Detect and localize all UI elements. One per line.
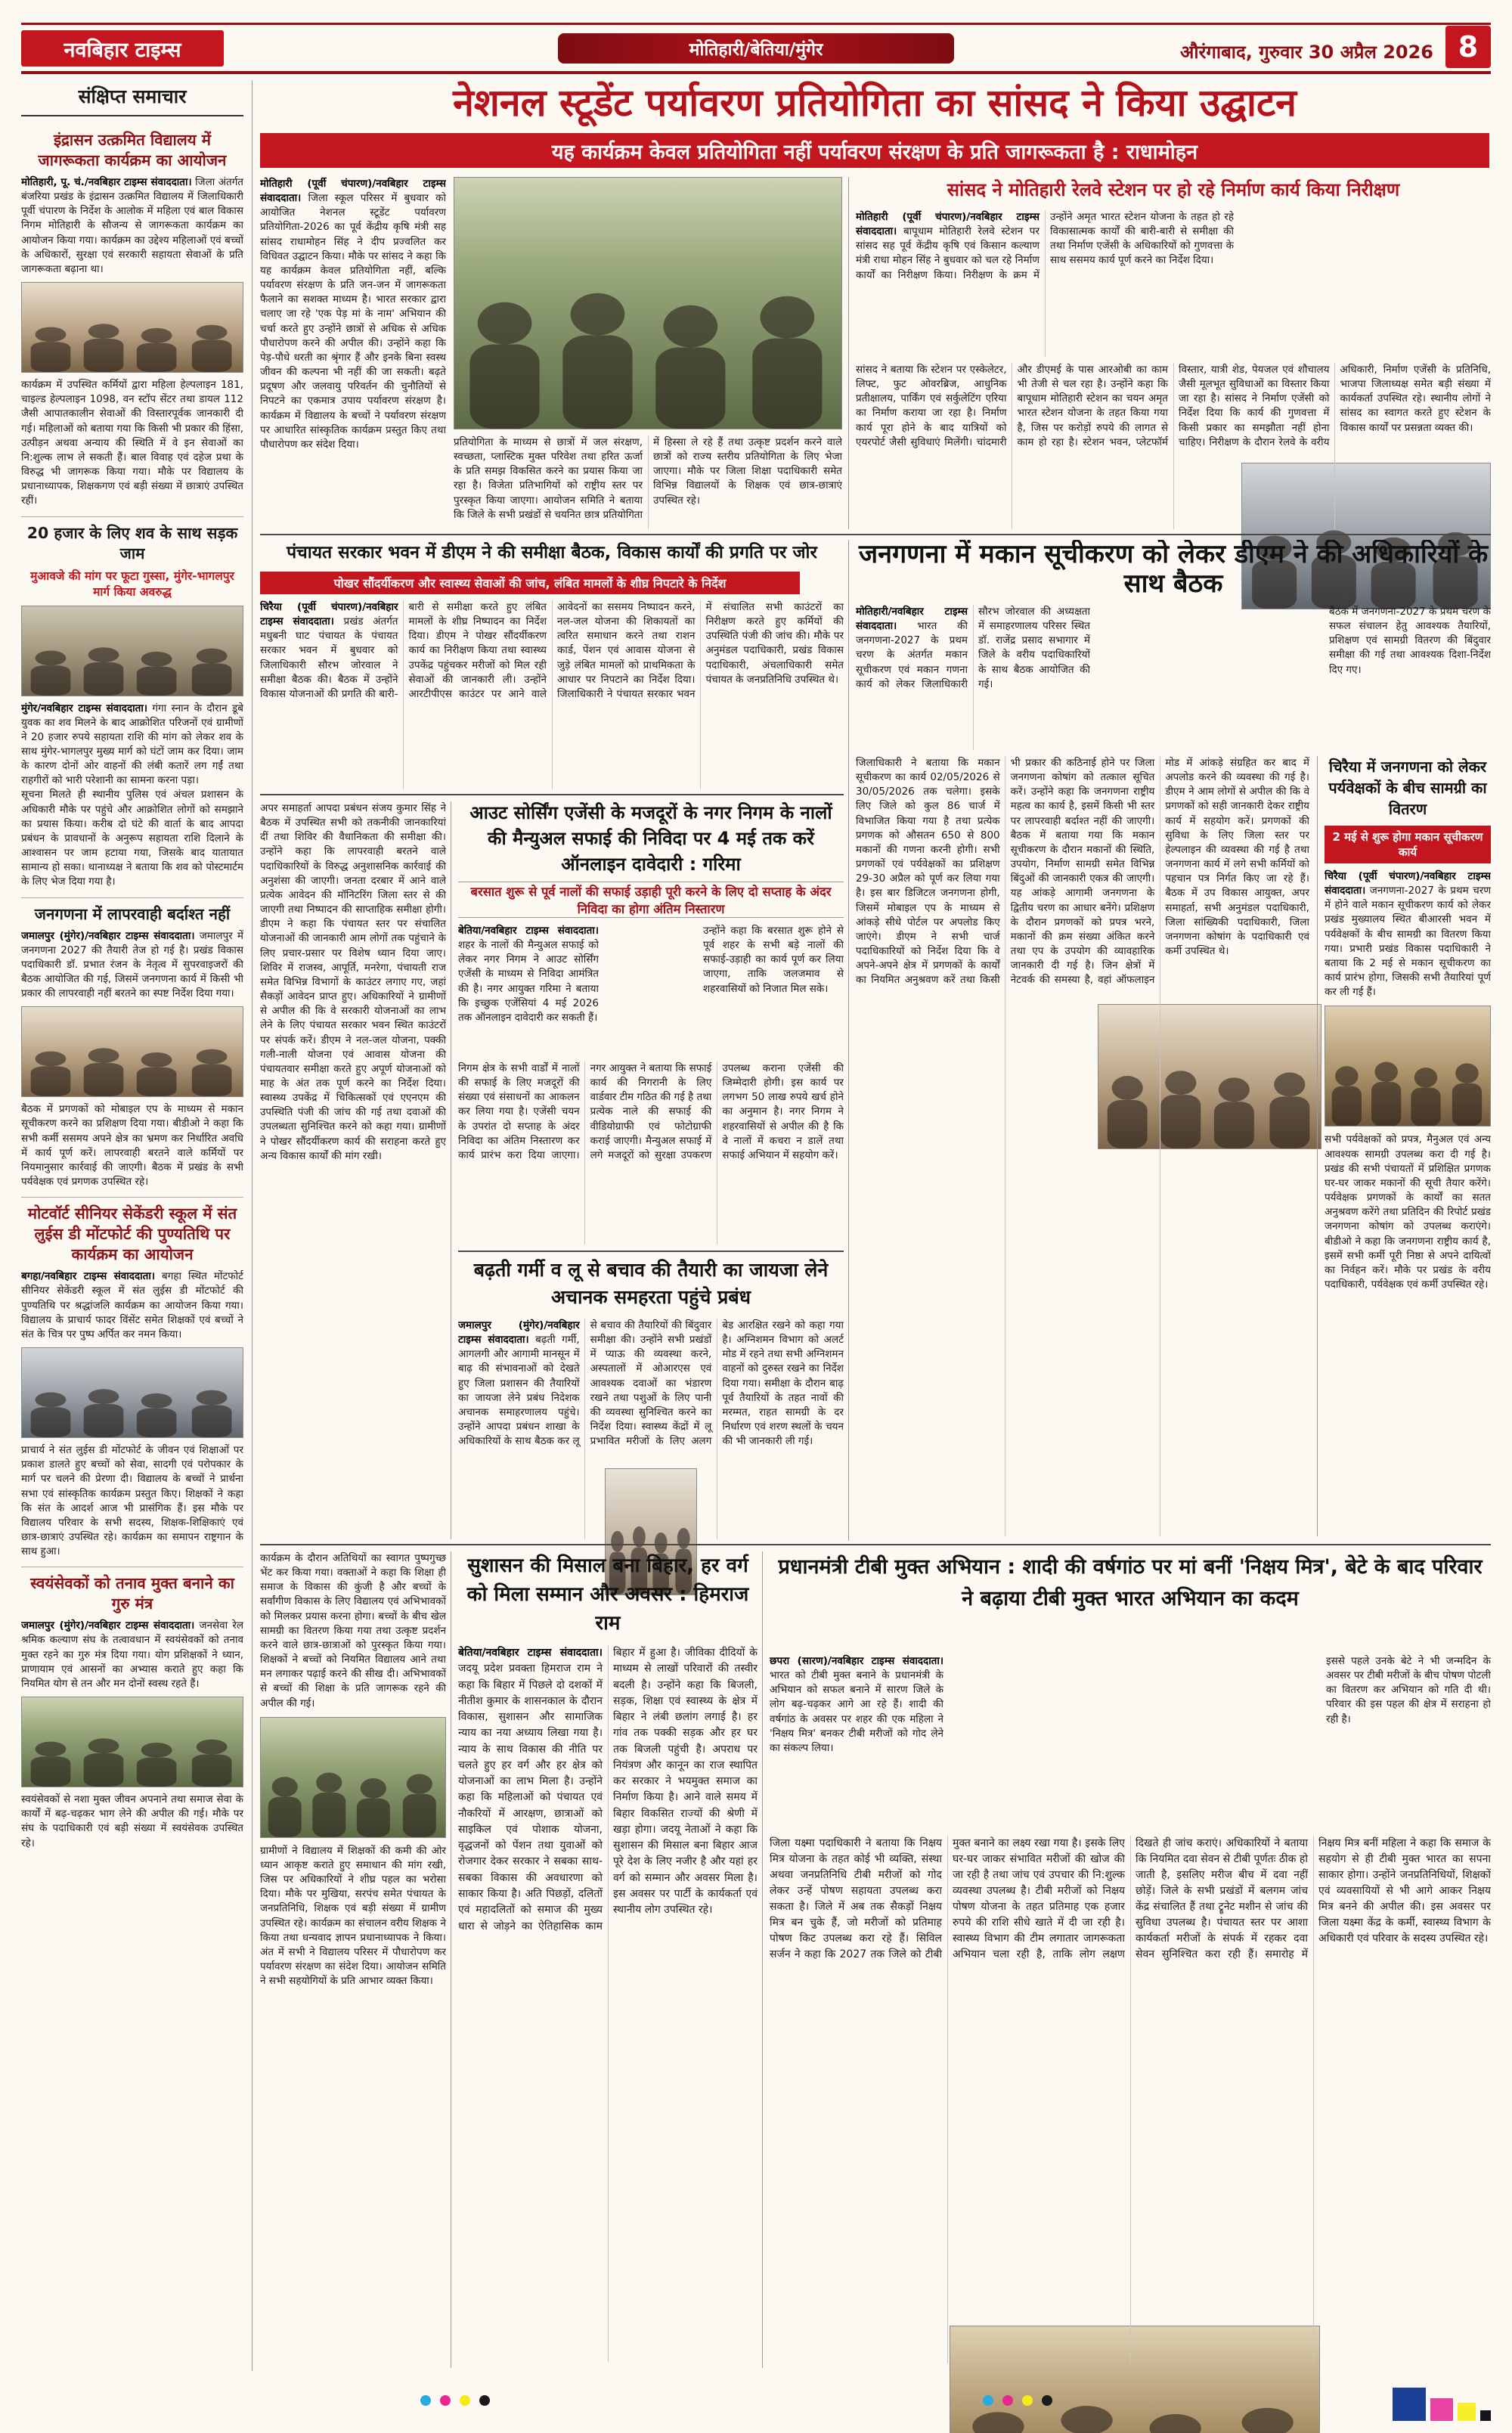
brief-awareness-photo (21, 282, 243, 373)
article-continuation-column: अपर समाहर्ता आपदा प्रबंधन संजय कुमार सिंह ने बैठक में उपस्थित सभी को तकनीकी जानकारियां दीं तथा शिविर की वैधानिकता की समीक्षा की। उन्होंने कहा कि लापरवाही बरतने वाले पदाधिकारियों के विरुद्ध अनुशासनिक कार्रवाई की अनुशंसा की जाएगी। जनता दरबार में आने वाले प्रत्येक आवेदन की मॉनिटरिंग जिला स्तर से की जाएगी तथा निष्पादन की साप्ताहिक समीक्षा होगी। डीएम ने कहा कि पंचायत स्तर पर संचालित योजनाओं की जानकारी आम लोगों तक पहुंचाने के लिए प्रचार-प्रसार पर विशेष ध्यान दिया जाए। शिविर में राजस्व, आपूर्ति, मनरेगा, पंचायती राज समेत विभिन्न विभागों के काउंटर लगाए गए, जहां सैकड़ों आवेदन प्राप्त हुए। अधिकारियों ने ग्रामीणों से अपील की कि वे सरकारी योजनाओं का लाभ लेने के लिए पंचायत सरकार भवन स्थित काउंटरों पर संपर्क करें। डीएम ने नल-जल योजना, पक्की गली-नाली योजना एवं आवास योजना की पंचायतवार समीक्षा करते हुए अपूर्ण योजनाओं को माह के अंत तक पूर्ण करने का निर्देश दिया। स्वास्थ्य उपकेंद्र में चिकित्सकों एवं एएनएम की उपस्थिति पंजी की जांच की गई तथा दवाओं की उपलब्धता सुनिश्चित करने को कहा गया। ग्रामीणों ने पोखर सौंदर्यीकरण कार्य की सराहना करते हुए अन्य विकास कार्यों की मांग रखी। (260, 802, 446, 1162)
panchayat-byline: चिरैया (पूर्वी चंपारण)/नवबिहार टाइम्स संवाददाता। (260, 601, 398, 628)
panchayat-kicker-bar (260, 572, 800, 594)
column-divider (848, 177, 849, 529)
brief-article-census (21, 898, 243, 1198)
blue-swatch (1393, 2388, 1426, 2421)
chirayya-article (1325, 756, 1491, 1538)
station-byline: मोतिहारी (पूर्वी चंपारण)/नवबिहार टाइम्स संवाददाता। (856, 211, 1040, 238)
heat-byline: जमालपुर (मुंगेर)/नवबिहार टाइम्स संवाददाता। (458, 1319, 580, 1347)
school-community-photo (260, 1717, 446, 1838)
lead-article-continued: प्रतियोगिता के माध्यम से छात्रों में जल संरक्षण, स्वच्छता, प्लास्टिक मुक्त परिवेश तथा हरित ऊर्जा के प्रति समझ विकसित करने का प्रयास किया जा रहा है। विजेता प्रतिभागियों को राष्ट्रीय स्तर पर पुरस्कृत किया जाएगा। आयोजन समिति ने बताया कि जिले के सभी प्रखंडों से चयनित छात्र प्रतियोगिता में हिस्सा ले रहे हैं तथा उत्कृष्ट प्रदर्शन करने वाले छात्रों को राज्य स्तरीय प्रतियोगिता के लिए भेजा जाएगा। मौके पर जिला शिक्षा पदाधिकारी समेत विभिन्न विद्यालयों के शिक्षक एवं छात्र-छात्राएं उपस्थित रहे। (454, 436, 842, 521)
brief-byline: मोतिहारी, पू. चं./नवबिहार टाइम्स संवाददाता। (21, 176, 192, 188)
outsourcing-byline: बेतिया/नवबिहार टाइम्स संवाददाता। (458, 925, 599, 937)
outsourcing-body: बेतिया/नवबिहार टाइम्स संवाददाता। शहर के नालों की मैन्युअल सफाई को लेकर नगर निगम ने आउट सोर्सिंग एजेंसी के माध्यम से निविदा आमंत्रित की है। नगर आयुक्त गरिमा ने बताया कि इच्छुक एजेंसियां 4 मई 2026 तक ऑनलाइन दावेदारी कर सकती हैं। (458, 925, 599, 1024)
panchayat-headline: पंचायत सरकार भवन में डीएम ने की समीक्षा बैठक, विकास कार्यों की प्रगति पर जोर (287, 543, 817, 563)
lead-article-text: मोतिहारी (पूर्वी चंपारण)/नवबिहार टाइम्स संवाददाता। जिला स्कूल परिसर में बुधवार को आयोजित नेशनल स्टूडेंट पर्यावरण प्रतियोगिता-2026 का पूर्व केंद्रीय कृषि मंत्री सह सांसद राधामोहन सिंह ने दीप प्रज्वलित कर विधिवत उद्घाटन किया। मौके पर सांसद ने कहा कि यह कार्यक्रम केवल प्रतियोगिता नहीं, बल्कि पर्यावरण संरक्षण के प्रति जन-जन में जागरूकता फैलाने का सशक्त माध्यम है। भारत सरकार द्वारा चलाए जा रहे 'एक पेड़ मां के नाम' अभियान की चर्चा करते हुए उन्होंने छात्रों से अधिक से अधिक पौधारोपण करने की अपील की। उन्होंने कहा कि पेड़-पौधे धरती का श्रृंगार हैं और इनके बिना स्वस्थ जीवन की कल्पना भी नहीं की जा सकती। बढ़ते प्रदूषण और जलवायु परिवर्तन की चुनौतियों से निपटने का एकमात्र उपाय पर्यावरण संरक्षण है। कार्यक्रम में विद्यालय के बच्चों ने पर्यावरण संरक्षण पर आधारित सांस्कृतिक कार्यक्रम प्रस्तुत किए तथा पौधारोपण कर संदेश दिया। (260, 178, 446, 451)
magenta-swatch (1430, 2398, 1453, 2421)
registration-marks-center (983, 2395, 1052, 2406)
lead-subhead-bar (260, 133, 1489, 168)
lead-event-photo (454, 177, 842, 429)
brief-body-continued: बैठक में प्रगणकों को मोबाइल एप के माध्यम से मकान सूचीकरण करने का प्रशिक्षण दिया गया। बीडीओ ने कहा कि सभी कर्मी ससमय अपने क्षेत्र का भ्रमण कर निर्धारित अवधि में कार्य पूर्ण करें। लापरवाही बरतने वाले कर्मियों पर नियमानुसार कार्रवाई की जाएगी। बैठक में प्रखंड के सभी पर्यवेक्षक एवं प्रगणक उपस्थित रहे। (21, 1103, 243, 1189)
column-divider (1317, 756, 1318, 1536)
outsourcing-kicker: बरसात शुरू से पूर्व नालों की सफाई उड़ाही पूरी करने के लिए दो सप्ताह के अंदर निविदा का होगा अंतिम निस्तारण (458, 882, 844, 918)
brief-headline: स्वयंसेवकों को तनाव मुक्त बनाने का गुरु मंत्र (30, 1574, 234, 1613)
chirayya-body: चिरैया (पूर्वी चंपारण)/नवबिहार टाइम्स संवाददाता। जनगणना-2027 के प्रथम चरण में होने वाले मकान सूचीकरण कार्य को लेकर प्रखंड मुख्यालय स्थित बीआरसी भवन में पर्यवेक्षकों के बीच सामग्री का वितरण किया गया। प्रभारी प्रखंड विकास पदाधिकारी ने बताया कि 2 मई से मकान सूचीकरण का कार्य प्रारंभ होगा, जिसकी सभी तैयारियां पूर्ण कर ली गई हैं। (1325, 870, 1491, 999)
brief-school-tribute-photo (21, 1347, 243, 1438)
heat-body: जमालपुर (मुंगेर)/नवबिहार टाइम्स संवाददाता। बढ़ती गर्मी, आगलगी और आगामी मानसून में बाढ़ की संभावनाओं को देखते हुए जिला प्रशासन की तैयारियों का जायजा लेने प्रबंध निदेशक अचानक समाहरणालय पहुंचे। उन्होंने आपदा प्रबंधन शाखा के अधिकारियों के साथ बैठक कर लू से बचाव की तैयारियों की बिंदुवार समीक्षा की। उन्होंने सभी प्रखंडों में प्याऊ की व्यवस्था करने, अस्पतालों में ओआरएस एवं आवश्यक दवाओं का भंडारण रखने तथा पशुओं के लिए पानी की व्यवस्था सुनिश्चित करने का निर्देश दिया। स्वास्थ्य केंद्रों में लू प्रभावित मरीजों के लिए अलग बेड आरक्षित रखने को कहा गया है। अग्निशमन विभाग को अलर्ट मोड में रहने तथा सभी अग्निशमन वाहनों को दुरुस्त रखने का निर्देश दिया गया। समीक्षा के दौरान बाढ़ पूर्व तैयारियों के तहत नावों की मरम्मत, राहत सामग्री के दर निर्धारण एवं शरण स्थलों के चयन की भी जानकारी ली गई। (458, 1319, 844, 1448)
section-rule (260, 1544, 1491, 1545)
brief-headline: मोटवॉर्ट सीनियर सेकेंडरी स्कूल में संत लुईस डी मोंटफोर्ट की पुण्यतिथि पर कार्यक्रम का आयोजन (27, 1204, 237, 1264)
census-byline: मोतिहारी/नवबिहार टाइम्स संवाददाता। (856, 606, 968, 633)
masthead-brand (21, 30, 224, 67)
tb-byline: छपरा (सारण)/नवबिहार टाइम्स संवाददाता। (770, 1655, 943, 1667)
tb-side-text: इससे पहले उनके बेटे ने भी जन्मदिन के अवसर पर टीबी मरीजों के बीच पोषण पोटली का वितरण कर अभियान को गति दी थी। परिवार की इस पहल की क्षेत्र में सराहना हो रही है। (1326, 1655, 1491, 1725)
chirayya-headline: चिरैया में जनगणना को लेकर पर्यवेक्षकों के बीच सामग्री का वितरण (1328, 758, 1487, 818)
brief-article-road-jam (21, 517, 243, 898)
outsourcing-side-text: उन्होंने कहा कि बरसात शुरू होने से पूर्व शहर के सभी बड़े नालों की सफाई-उड़ाही का कार्य पूर्ण कर लिया जाएगा, ताकि जलजमाव से शहरवासियों को निजात मिल सके। (703, 925, 844, 995)
yellow-dot (460, 2395, 470, 2406)
column-divider (848, 540, 849, 1541)
brief-headline: इंद्रासन उत्क्रमित विद्यालय में जागरूकता कार्यक्रम का आयोजन (38, 131, 227, 169)
section-rule (458, 1251, 844, 1252)
brief-volunteers-photo (21, 1697, 243, 1787)
yellow-swatch (1458, 2403, 1476, 2421)
sushasan-headline: सुशासन की मिसाल बना बिहार, हर वर्ग को मिला सम्मान और अवसर : हिमराज राम (466, 1554, 749, 1635)
brief-body-continued: कार्यक्रम में उपस्थित कर्मियों द्वारा महिला हेल्पलाइन 181, चाइल्ड हेल्पलाइन 1098, वन स्टॉप सेंटर तथा डायल 112 जैसी आपातकालीन सेवाओं की विस्तारपूर्वक जानकारी दी गई। महिलाओं को बताया गया कि किसी भी प्रकार की हिंसा, उत्पीड़न अथवा अन्याय की स्थिति में वे इन सेवाओं का नि:शुल्क लाभ ले सकती हैं। बाल विवाह एवं दहेज प्रथा के विरुद्ध भी जागरूक किया गया। मौके पर विद्यालय के प्रधानाध्यापक, शिक्षकगण एवं बड़ी संख्या में छात्राएं उपस्थित रहीं। (21, 379, 243, 507)
briefs-section-title: संक्षिप्त समाचार (21, 80, 243, 116)
cyan-dot (420, 2395, 431, 2406)
brief-byline: बगहा/नवबिहार टाइम्स संवाददाता। (21, 1270, 155, 1283)
briefs-column (21, 80, 243, 2373)
brief-headline: 20 हजार के लिए शव के साथ सड़क जाम (26, 523, 238, 563)
brief-byline: जमालपुर (मुंगेर)/नवबिहार टाइम्स संवाददाता। (21, 1619, 195, 1632)
brief-body: जमालपुर (मुंगेर)/नवबिहार टाइम्स संवाददाता। जनसेवा रेल श्रमिक कल्याण संघ के तत्वावधान में स्वयंसेवकों को तनाव मुक्त रहने का गुरु मंत्र दिया गया। योग प्रशिक्षकों ने ध्यान, प्राणायाम एवं आसनों का अभ्यास कराते हुए कहा कि नियमित योग से तन और मन दोनों स्वस्थ रहते हैं। (21, 1619, 243, 1690)
brief-body: बगहा/नवबिहार टाइम्स संवाददाता। बगहा स्थित मोंटफोर्ट सीनियर सेकेंडरी स्कूल में संत लुईस डी मोंटफोर्ट की पुण्यतिथि पर श्रद्धांजलि कार्यक्रम का आयोजन किया गया। विद्यालय के प्राचार्य फादर विंसेंट समेत शिक्षकों एवं बच्चों ने संत के चित्र पर पुष्प अर्पित कर नमन किया। (21, 1270, 243, 1340)
station-article-headline: सांसद ने मोतिहारी रेलवे स्टेशन पर हो रहे निर्माण कार्य किया निरीक्षण (947, 179, 1400, 200)
brief-body-continued: सूचना मिलते ही स्थानीय पुलिस एवं अंचल प्रशासन के अधिकारी मौके पर पहुंचे और आक्रोशित लोगों को समझाने का प्रयास किया। करीब दो घंटे की वार्ता के बाद आपदा प्रबंधन के प्रावधानों के अनुरूप सहायता राशि दिलाने के आश्वासन पर जाम हटाया गया, जिसके बाद यातायात सामान्य हो सका। थानाध्यक्ष ने बताया कि शव को पोस्टमार्टम के लिए भेज दिया गया है। (21, 789, 243, 888)
top-rule (21, 23, 1491, 25)
sushasan-body: बेतिया/नवबिहार टाइम्स संवाददाता। जदयू प्रदेश प्रवक्ता हिमराज राम ने कहा कि बिहार में पिछले दो दशकों में नीतीश कुमार के शासनकाल के दौरान विकास, सुशासन और सामाजिक न्याय का नया अध्याय लिखा गया है। न्याय के साथ विकास की नीति पर चलते हुए हर वर्ग और हर क्षेत्र को योजनाओं का लाभ मिला है। उन्होंने कहा कि महिलाओं को पंचायत एवं नौकरियों में आरक्षण, छात्राओं को साइकिल एवं पोशाक योजना, वृद्धजनों को पेंशन तथा युवाओं को रोजगार देकर सरकार ने सबका साथ-सबका विकास की अवधारणा को साकार किया है। अति पिछड़ों, दलितों एवं महादलितों को समाज की मुख्य धारा से जोड़ने का ऐतिहासिक काम बिहार में हुआ है। जीविका दीदियों के माध्यम से लाखों परिवारों की तस्वीर बदली है। उन्होंने कहा कि बिजली, सड़क, शिक्षा एवं स्वास्थ्य के क्षेत्र में बिहार ने लंबी छलांग लगाई है। हर गांव तक पक्की सड़क और हर घर तक बिजली पहुंची है। अपराध पर नियंत्रण और कानून का राज स्थापित कर सरकार ने भयमुक्त समाज का निर्माण किया है। आने वाले समय में बिहार विकसित राज्यों की श्रेणी में खड़ा होगा। जदयू नेताओं ने कहा कि सुशासन की मिसाल बना बिहार आज पूरे देश के लिए नजीर है और यहां हर वर्ग को सम्मान और अवसर मिला है। इस अवसर पर पार्टी के कार्यकर्ता एवं स्थानीय लोग उपस्थित रहे। (458, 1647, 758, 1932)
chirayya-distribution-photo (1325, 1006, 1491, 1127)
brief-article-awareness (21, 124, 243, 517)
page-number-badge: 8 (1445, 26, 1491, 68)
chirayya-continued: सभी पर्यवेक्षकों को प्रपत्र, मैनुअल एवं अन्य आवश्यक सामग्री उपलब्ध करा दी गई है। प्रखंड की सभी पंचायतों में प्रशिक्षित प्रगणक घर-घर जाकर मकानों की सूची तैयार करेंगे। पर्यवेक्षक प्रगणकों के कार्यों का सतत अनुश्रवण करेंगे तथा प्रतिदिन की रिपोर्ट प्रखंड जनगणना कोषांग को उपलब्ध कराएंगे। बीडीओ ने कहा कि जनगणना राष्ट्रीय कार्य है, इसमें सभी कर्मी पूरी निष्ठा से अपने दायित्वों का निर्वहन करें। मौके पर प्रखंड के वरीय पदाधिकारी, पर्यवेक्षक एवं कर्मी उपस्थित रहे। (1325, 1133, 1491, 1291)
masthead-dateline: औरंगाबाद, गुरुवार 30 अप्रैल 2026 (1180, 42, 1433, 63)
black-dot (1042, 2395, 1052, 2406)
brief-byline: मुंगेर/नवबिहार टाइम्स संवाददाता। (21, 702, 147, 714)
brand-text: नवबिहार टाइम्स (64, 38, 181, 62)
census-continued: जिलाधिकारी ने बताया कि मकान सूचीकरण का कार्य 02/05/2026 से 30/05/2026 तक चलेगा। इसके लिए जिले को कुल 86 चार्ज में विभाजित किया गया है तथा प्रत्येक प्रगणक को औसतन 650 से 800 मकानों की गणना करनी होगी। सभी प्रगणकों एवं पर्यवेक्षकों का प्रशिक्षण 29-30 अप्रैल को पूर्ण कर लिया गया है। इस बार डिजिटल जनगणना होगी, जिसमें मोबाइल एप के माध्यम से आंकड़े सीधे पोर्टल पर अपलोड किए जाएंगे। डीएम ने सभी चार्ज पदाधिकारियों को निर्देश दिया कि वे अपने-अपने क्षेत्र में प्रगणकों के कार्यों का नियमित अनुश्रवण करें तथा किसी भी प्रकार की कठिनाई होने पर जिला जनगणना कोषांग को तत्काल सूचित करें। उन्होंने कहा कि जनगणना राष्ट्रीय महत्व का कार्य है, इसमें किसी भी स्तर पर लापरवाही बर्दाश्त नहीं की जाएगी। बैठक में बताया गया कि मकान सूचीकरण के दौरान मकानों की स्थिति, उपयोग, निर्माण सामग्री समेत विभिन्न बिंदुओं की जानकारी एकत्र की जाएगी। यह आंकड़े आगामी जनगणना के द्वितीय चरण का आधार बनेंगे। प्रशिक्षण के दौरान प्रगणकों को प्रपत्र भरने, मकानों की क्रम संख्या अंकित करने तथा एप के उपयोग की व्यावहारिक जानकारी दी गई है। जिन क्षेत्रों में नेटवर्क की समस्या है, वहां ऑफलाइन मोड में आंकड़े संग्रहित कर बाद में अपलोड करने की व्यवस्था की गई है। डीएम ने आम लोगों से अपील की कि वे प्रगणकों को सही जानकारी देकर राष्ट्रीय कार्य में सहयोग करें। प्रगणकों की सुविधा के लिए जिला स्तर पर हेल्पलाइन की व्यवस्था की गई है तथा जनगणना कार्य में लगे सभी कर्मियों को पहचान पत्र निर्गत किए जा रहे हैं। बैठक में उप विकास आयुक्त, अपर समाहर्ता, सभी अनुमंडल पदाधिकारी, जिला सांख्यिकी पदाधिकारी, जिला जनगणना कोषांग के पदाधिकारी एवं कर्मी उपस्थित थे। (856, 757, 1309, 987)
census-headline: जनगणना में मकान सूचीकरण को लेकर डीएम ने की अधिकारियों के साथ बैठक (858, 540, 1489, 599)
column-divider (762, 1551, 763, 2368)
brief-headline: जनगणना में लापरवाही बर्दाश्त नहीं (34, 904, 231, 923)
brief-body-continued: प्राचार्य ने संत लुईस डी मोंटफोर्ट के जीवन एवं शिक्षाओं पर प्रकाश डालते हुए बच्चों को सेवा, सादगी एवं परोपकार के मार्ग पर चलने की प्रेरणा दी। विद्यालय के बच्चों ने प्रार्थना सभा एवं सांस्कृतिक कार्यक्रम प्रस्तुत किए। शिक्षकों ने कहा कि संत के आदर्श आज भी प्रासंगिक हैं। इस मौके पर विद्यालय परिवार के सभी सदस्य, शिक्षक-शिक्षिकाएं एवं छात्र-छात्राएं उपस्थित रहे। कार्यक्रम का समापन राष्ट्रगान के साथ हुआ। (21, 1444, 243, 1558)
magenta-dot (1002, 2395, 1013, 2406)
black-swatch (1480, 2410, 1491, 2421)
magenta-dot (440, 2395, 451, 2406)
brief-body: मोतिहारी, पू. चं./नवबिहार टाइम्स संवाददाता। जिला अंतर्गत बंजरिया प्रखंड के इंद्रासन उत्क्रमित विद्यालय में जिलाधिकारी पूर्वी चंपारण के निर्देश के आलोक में महिला एवं बाल विकास निगम मोतिहारी के सौजन्य से जागरूकता कार्यक्रम का आयोजन किया गया। कार्यक्रम का उद्देश्य महिलाओं एवं बच्चों के अधिकारों, सुरक्षा एवं सरकारी सहायता सेवाओं के प्रति जागरूकता बढ़ाना था। (21, 176, 243, 275)
registration-marks-left (420, 2395, 490, 2406)
brief-article-volunteers (21, 1567, 243, 1858)
tb-headline: प्रधानमंत्री टीबी मुक्त अभियान : शादी की वर्षगांठ पर मां बनीं 'निक्षय मित्र', बेटे के बाद परिवार ने बढ़ाया टीबी मुक्त भारत अभियान का कदम (778, 1555, 1483, 1610)
section-rule (260, 534, 1491, 535)
cyan-dot (983, 2395, 993, 2406)
outsourcing-continued: निगम क्षेत्र के सभी वार्डों में नालों की सफाई के लिए मजदूरों की संख्या एवं संसाधनों का आकलन कर लिया गया है। एजेंसी चयन के उपरांत दो सप्ताह के अंदर निविदा का अंतिम निस्तारण कर कार्य प्रारंभ करा दिया जाएगा। नगर आयुक्त ने बताया कि सफाई कार्य की निगरानी के लिए वार्डवार टीम गठित की गई है तथा प्रत्येक नाले की सफाई की वीडियोग्राफी एवं फोटोग्राफी कराई जाएगी। मैन्युअल सफाई में लगे मजदूरों को सुरक्षा उपकरण उपलब्ध कराना एजेंसी की जिम्मेदारी होगी। इस कार्य पर लगभग 50 लाख रुपये खर्च होने का अनुमान है। नगर निगम ने शहरवासियों से अपील की है कि वे नालों में कचरा न डालें तथा सफाई अभियान में सहयोग करें। (458, 1062, 844, 1161)
heat-headline: बढ़ती गर्मी व लू से बचाव की तैयारी का जायजा लेने अचानक समहरता पहुंचे प्रबंध (473, 1259, 829, 1308)
main-headline: नेशनल स्टूडेंट पर्यावरण प्रतियोगिता का सांसद ने किया उद्घाटन (453, 81, 1297, 125)
lead-subhead-text: यह कार्यक्रम केवल प्रतियोगिता नहीं पर्यावरण संरक्षण के प्रति जागरूकता है : राधामोहन (551, 140, 1198, 164)
station-article-continued: सांसद ने बताया कि स्टेशन पर एस्केलेटर, लिफ्ट, फुट ओवरब्रिज, आधुनिक प्रतीक्षालय, पार्किंग एवं सर्कुलेटिंग एरिया का निर्माण कराया जा रहा है। निर्माण कार्य पूरा होने के बाद यात्रियों को एयरपोर्ट जैसी सुविधाएं मिलेंगी। चांदमारी और डीएमई के पास आरओबी का काम भी तेजी से चल रहा है। उन्होंने कहा कि बापूधाम मोतिहारी स्टेशन का चयन अमृत भारत स्टेशन योजना के तहत किया गया है, जिस पर करोड़ों रुपये की लागत से काम हो रहा है। स्टेशन भवन, प्लेटफॉर्म विस्तार, यात्री शेड, पेयजल एवं शौचालय जैसी मूलभूत सुविधाओं का विस्तार किया जा रहा है। सांसद ने निर्माण एजेंसी को निर्देश दिया कि कार्य की गुणवत्ता में किसी प्रकार का समझौता नहीं होना चाहिए। निरीक्षण के दौरान रेलवे के वरीय अधिकारी, निर्माण एजेंसी के प्रतिनिधि, भाजपा जिलाध्यक्ष समेत बड़ी संख्या में कार्यकर्ता उपस्थित रहे। स्थानीय लोगों ने सांसद का स्वागत करते हुए स्टेशन के विकास कार्यों पर प्रसन्नता व्यक्त की। (856, 364, 1491, 448)
masthead-rule (21, 71, 1491, 74)
outsourcing-headline: आउट सोर्सिंग एजेंसी के मजदूरों के नगर निगम के नालों की मैन्युअल सफाई की निविदा पर 4 मई तक करें ऑनलाइन दावेदारी : गरिमा (469, 802, 832, 875)
section-rule (260, 794, 844, 795)
brief-byline: जमालपुर (मुंगेर)/नवबिहार टाइम्स संवाददाता। (21, 929, 195, 942)
brief-census-meeting-photo (21, 1006, 243, 1097)
brief-body-continued: स्वयंसेवकों से नशा मुक्त जीवन अपनाने तथा समाज सेवा के कार्यों में बढ़-चढ़कर भाग लेने की अपील की गई। मौके पर संघ के पदाधिकारी एवं बड़ी संख्या में स्वयंसेवक उपस्थित रहे। (21, 1793, 243, 1849)
chirayya-badge: 2 मई से शुरू होगा मकान सूचीकरण कार्य (1325, 826, 1491, 863)
census-side-text: बैठक में जनगणना-2027 के प्रथम चरण के सफल संचालन हेतु आवश्यक तैयारियों, प्रशिक्षण एवं सामग्री वितरण की बिंदुवार समीक्षा की गई तथा आवश्यक दिशा-निर्देश दिए गए। (1329, 606, 1491, 676)
community-column: कार्यक्रम के दौरान अतिथियों का स्वागत पुष्पगुच्छ भेंट कर किया गया। वक्ताओं ने कहा कि शिक्षा ही समाज के विकास की कुंजी है और बच्चों के सर्वांगीण विकास के लिए विद्यालय एवं अभिभावकों को मिलकर प्रयास करना होगा। बच्चों के बीच खेल सामग्री का वितरण किया गया तथा उत्कृष्ट प्रदर्शन करने वाले छात्र-छात्राओं को पुरस्कृत किया गया। शिक्षकों ने बच्चों को नियमित विद्यालय आने तथा मन लगाकर पढ़ाई करने की सीख दी। अभिभावकों से बच्चों की शिक्षा के प्रति जागरूक रहने की अपील की गई। ग्रामीणों ने विद्यालय में शिक्षकों की कमी की ओर ध्यान आकृष्ट कराते हुए समाधान की मांग रखी, जिस पर अधिकारियों ने शीघ्र पहल का भरोसा दिया। मौके पर मुखिया, सरपंच समेत पंचायत के जनप्रतिनिधि, शिक्षक एवं बड़ी संख्या में ग्रामीण उपस्थित रहे। कार्यक्रम का संचालन वरीय शिक्षक ने किया तथा धन्यवाद ज्ञापन प्रधानाध्यापक ने किया। अंत में सभी ने विद्यालय परिसर में पौधारोपण कर पर्यावरण संरक्षण का संदेश दिया। आयोजन समिति ने सभी सहयोगियों के प्रति आभार व्यक्त किया। (260, 1552, 446, 1988)
tb-body: छपरा (सारण)/नवबिहार टाइम्स संवाददाता। भारत को टीबी मुक्त बनाने के प्रधानमंत्री के अभियान को सफल बनाने में सारण जिले के लोग बढ़-चढ़कर आगे आ रहे हैं। शादी की वर्षगांठ के अवसर पर शहर की एक महिला ने 'निक्षय मित्र' बनकर टीबी मरीजों को गोद लेने का संकल्प लिया। (770, 1655, 943, 1754)
masthead-region-bar (558, 33, 954, 64)
column-divider (252, 80, 253, 2371)
chirayya-byline: चिरैया (पूर्वी चंपारण)/नवबिहार टाइम्स संवाददाता। (1325, 870, 1491, 897)
sushasan-byline: बेतिया/नवबिहार टाइम्स संवाददाता। (458, 1647, 603, 1659)
brief-body: जमालपुर (मुंगेर)/नवबिहार टाइम्स संवाददाता। जमालपुर में जनगणना 2027 की तैयारी तेज हो गई है। प्रखंड विकास पदाधिकारी डॉ. प्रभात रंजन के नेतृत्व में सुपरवाइजरों की बैठक आयोजित की गई, जिसमें जनगणना कार्य में किसी भी प्रकार की लापरवाही नहीं बरतने का स्पष्ट निर्देश दिया गया। (21, 929, 243, 1000)
region-text: मोतिहारी/बेतिया/मुंगेर (689, 40, 823, 60)
color-bar (1365, 2379, 1491, 2421)
brief-body: मुंगेर/नवबिहार टाइम्स संवाददाता। गंगा स्नान के दौरान डूबे युवक का शव मिलने के बाद आक्रोशित परिजनों एवं ग्रामीणों ने 20 हजार रुपये सहायता राशि की मांग को लेकर शव के साथ मुंगेर-भागलपुर मुख्य मार्ग को घंटों जाम कर दिया। जाम के कारण दोनों ओर वाहनों की लंबी कतारें लग गईं तथा राहगीरों को भारी परेशानी का सामना करना पड़ा। (21, 702, 243, 787)
black-dot (479, 2395, 490, 2406)
lead-byline: मोतिहारी (पूर्वी चंपारण)/नवबिहार टाइम्स संवाददाता। (260, 178, 446, 205)
census-body: मोतिहारी/नवबिहार टाइम्स संवाददाता। भारत की जनगणना-2027 के प्रथम चरण के अंतर्गत मकान सूचीकरण एवं मकान गणना कार्य को लेकर जिलाधिकारी सौरभ जोरवाल की अध्यक्षता में समाहरणालय परिसर स्थित डॉ. राजेंद्र प्रसाद सभागार में जिले के वरीय पदाधिकारियों के साथ बैठक आयोजित की गई। (856, 606, 1090, 690)
panchayat-kicker-text: पोखर सौंदर्यीकरण और स्वास्थ्य सेवाओं की जांच, लंबित मामलों के शीघ्र निपटारे के निर्देश (333, 576, 727, 590)
brief-article-school-tribute (21, 1198, 243, 1567)
yellow-dot (1022, 2395, 1033, 2406)
brief-road-jam-photo (21, 606, 243, 696)
tb-continued: जिला यक्ष्मा पदाधिकारी ने बताया कि निक्षय मित्र योजना के तहत कोई भी व्यक्ति, संस्था अथवा जनप्रतिनिधि टीबी मरीजों को गोद लेकर उन्हें पोषण सहायता उपलब्ध करा सकता है। जिले में अब तक सैकड़ों निक्षय मित्र बन चुके हैं, जो मरीजों को प्रतिमाह पोषण किट उपलब्ध करा रहे हैं। सिविल सर्जन ने कहा कि 2027 तक जिले को टीबी मुक्त बनाने का लक्ष्य रखा गया है। इसके लिए घर-घर जाकर संभावित मरीजों की खोज की जा रही है तथा जांच एवं उपचार की नि:शुल्क व्यवस्था उपलब्ध है। टीबी मरीजों को निक्षय पोषण योजना के तहत प्रतिमाह एक हजार रुपये की राशि सीधे खाते में दी जा रही है। स्वास्थ्य विभाग की टीम लगातार जागरूकता अभियान चला रही है, ताकि लोग लक्षण दिखते ही जांच कराएं। अधिकारियों ने बताया कि नियमित दवा सेवन से टीबी पूर्णतः ठीक हो जाती है, इसलिए मरीज बीच में दवा नहीं छोड़ें। जिले के सभी प्रखंडों में बलगम जांच केंद्र संचालित हैं तथा ट्रूनेट मशीन से जांच की सुविधा उपलब्ध है। पंचायत स्तर पर आशा कार्यकर्ता मरीजों के संपर्क में रहकर दवा सेवन सुनिश्चित करा रही हैं। समारोह में निक्षय मित्र बनीं महिला ने कहा कि समाज के सहयोग से ही टीबी मुक्त भारत का सपना साकार होगा। उन्होंने जनप्रतिनिधियों, शिक्षकों एवं व्यवसायियों से भी आगे आकर निक्षय मित्र बनने की अपील की। इस अवसर पर जिला यक्ष्मा केंद्र के कर्मी, स्वास्थ्य विभाग के अधिकारी एवं परिवार के सदस्य उपस्थित रहे। (770, 1837, 1491, 1960)
station-article-text: मोतिहारी (पूर्वी चंपारण)/नवबिहार टाइम्स संवाददाता। बापूधाम मोतिहारी रेलवे स्टेशन पर सांसद सह पूर्व केंद्रीय कृषि एवं किसान कल्याण मंत्री राधा मोहन सिंह ने बुधवार को चल रहे निर्माण कार्यों का निरीक्षण किया। निरीक्षण के क्रम में उन्होंने अमृत भारत स्टेशन योजना के तहत हो रहे विकासात्मक कार्यों की बारी-बारी से समीक्षा की तथा निर्माण एजेंसी के अधिकारियों को गुणवत्ता के साथ ससमय कार्य पूर्ण करने का निर्देश दिया। (856, 211, 1234, 281)
brief-kicker: मुआवजे की मांग पर फूटा गुस्सा, मुंगेर-भागलपुर मार्ग किया अवरुद्ध (30, 569, 234, 599)
panchayat-body: चिरैया (पूर्वी चंपारण)/नवबिहार टाइम्स संवाददाता। प्रखंड अंतर्गत मधुबनी घाट पंचायत के पंचायत सरकार भवन में बुधवार को जिलाधिकारी सौरभ जोरवाल ने समीक्षा बैठक की। बैठक में उन्होंने विकास योजनाओं की प्रगति की बारी-बारी से समीक्षा करते हुए लंबित मामलों के शीघ्र निष्पादन का निर्देश दिया। डीएम ने पोखर सौंदर्यीकरण कार्य का निरीक्षण किया तथा स्वास्थ्य उपकेंद्र पहुंचकर मरीजों को मिल रही सेवाओं की जानकारी ली। उन्होंने आरटीपीएस काउंटर पर आने वाले आवेदनों का ससमय निष्पादन करने, नल-जल योजना की शिकायतों का त्वरित समाधान करने तथा राशन कार्ड, पेंशन एवं आवास योजना से जुड़े लंबित मामलों को प्राथमिकता के आधार पर निपटाने का निर्देश दिया। जिलाधिकारी ने पंचायत सरकार भवन में संचालित सभी काउंटरों का निरीक्षण करते हुए कर्मियों की उपस्थिति पंजी की जांच की। मौके पर अनुमंडल पदाधिकारी, प्रखंड विकास पदाधिकारी, अंचलाधिकारी समेत पंचायत के जनप्रतिनिधि उपस्थित थे। (260, 601, 844, 700)
